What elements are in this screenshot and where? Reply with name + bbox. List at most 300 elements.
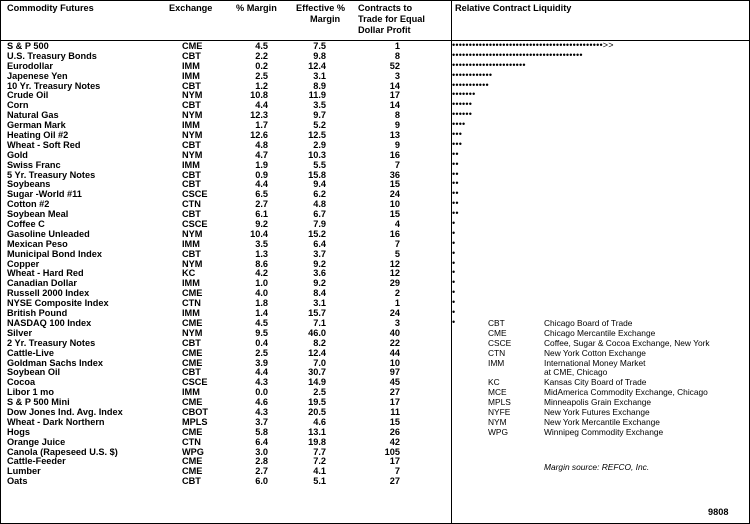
effective-margin-value: 13.1	[308, 426, 326, 437]
effective-margin-value: 3.6	[313, 268, 326, 279]
commodity-name: Soybeans	[7, 179, 51, 190]
effective-margin-value: 4.6	[313, 416, 326, 427]
effective-margin-value: 11.9	[308, 90, 326, 101]
commodity-name: Cotton #2	[7, 199, 50, 210]
margin-value: 12.6	[250, 130, 268, 141]
commodity-name: Oats	[7, 476, 28, 487]
effective-margin-value: 7.5	[313, 41, 326, 51]
margin-value: 4.3	[255, 406, 268, 417]
effective-margin-value: 7.1	[313, 317, 326, 328]
contracts-value: 52	[389, 60, 400, 71]
commodity-name: Cocoa	[7, 377, 36, 388]
exchange-code: NYM	[182, 327, 203, 338]
contracts-value: 12	[389, 258, 400, 269]
exchange-code: CBOT	[182, 406, 209, 417]
effective-margin-value: 15.2	[308, 228, 326, 239]
commodity-name: Soybean Meal	[7, 209, 69, 220]
legend-exchange-name: Winnipeg Commodity Exchange	[544, 426, 664, 437]
header-rule	[1, 40, 749, 41]
effective-margin-value: 9.2	[313, 258, 326, 269]
margin-value: 9.5	[255, 327, 268, 338]
commodity-name: Municipal Bond Index	[7, 248, 102, 259]
margin-value: 6.5	[255, 189, 268, 200]
contracts-value: 15	[389, 179, 400, 190]
header-margin: % Margin	[236, 3, 277, 13]
exchange-code: IMM	[182, 238, 200, 249]
margin-value: 4.5	[255, 317, 268, 328]
commodity-name: U.S. Treasury Bonds	[7, 50, 97, 61]
margin-value: 2.8	[255, 456, 268, 467]
effective-margin-value: 6.4	[313, 238, 326, 249]
commodity-name: Canadian Dollar	[7, 278, 77, 289]
liquidity-dots: •	[452, 299, 456, 308]
legend-exchange-name: Coffee, Sugar & Cocoa Exchange, New York	[544, 337, 710, 348]
exchange-code: CBT	[182, 80, 201, 91]
margin-value: 0.4	[255, 337, 268, 348]
contracts-value: 9	[394, 120, 400, 131]
exchange-code: MPLS	[182, 416, 208, 427]
table-row	[0, 151, 450, 161]
liquidity-dots: •	[452, 269, 456, 278]
exchange-code: CBT	[182, 100, 201, 111]
effective-margin-value: 3.1	[313, 70, 326, 81]
document-code: 9808	[708, 507, 729, 517]
table-row	[0, 82, 450, 92]
margin-value: 4.8	[255, 139, 268, 150]
margin-value: 4.0	[255, 288, 268, 299]
margin-value: 2.5	[255, 70, 268, 81]
exchange-code: NYM	[182, 130, 203, 141]
margin-value: 1.9	[255, 159, 268, 170]
exchange-code: CTN	[182, 298, 201, 309]
liquidity-dots: •	[452, 318, 456, 327]
liquidity-dots: •••	[452, 131, 463, 140]
liquidity-dots: •••••••••••••••••••••••••••••••••••••••••••••>>	[452, 42, 614, 50]
commodity-name: S & P 500 Mini	[7, 397, 70, 408]
liquidity-dots: •	[452, 309, 456, 318]
contracts-value: 7	[394, 238, 400, 249]
legend-abbreviation: NYFE	[488, 407, 511, 418]
effective-margin-value: 7.9	[313, 219, 326, 230]
commodity-name: Cattle-Live	[7, 347, 54, 358]
commodity-name: Wheat - Hard Red	[7, 268, 84, 279]
liquidity-dots: ••	[452, 190, 459, 199]
effective-margin-value: 15.7	[308, 308, 326, 319]
commodity-name: Hogs	[7, 426, 30, 437]
commodity-name: Wheat - Dark Northern	[7, 416, 105, 427]
commodity-table-body	[0, 42, 450, 487]
table-row	[0, 467, 450, 477]
commodity-name: Swiss Franc	[7, 159, 61, 170]
margin-value: 1.8	[255, 298, 268, 309]
legend-abbreviation: CBT	[488, 318, 505, 328]
margin-value: 1.3	[255, 248, 268, 259]
contracts-value: 17	[389, 90, 400, 101]
exchange-code: CBT	[182, 367, 201, 378]
contracts-value: 14	[389, 80, 400, 91]
commodity-name: British Pound	[7, 308, 68, 319]
margin-value: 4.5	[255, 41, 268, 51]
commodity-name: Cattle-Feeder	[7, 456, 66, 467]
commodity-name: Heating Oil #2	[7, 130, 69, 141]
margin-value: 3.7	[255, 416, 268, 427]
exchange-code: CSCE	[182, 189, 208, 200]
legend-abbreviation: NYM	[488, 416, 507, 427]
effective-margin-value: 4.1	[313, 466, 326, 477]
commodity-name: Mexican Peso	[7, 238, 68, 249]
effective-margin-value: 9.7	[313, 110, 326, 121]
margin-value: 2.5	[255, 347, 268, 358]
exchange-code: KC	[182, 268, 196, 279]
contracts-value: 44	[389, 347, 400, 358]
effective-margin-value: 5.2	[313, 120, 326, 131]
exchange-code: NYM	[182, 149, 203, 160]
effective-margin-value: 7.7	[313, 446, 326, 457]
legend-abbreviation: WPG	[488, 426, 509, 437]
liquidity-dots: •	[452, 239, 456, 248]
contracts-value: 16	[389, 149, 400, 160]
commodity-name: Coffee C	[7, 219, 45, 230]
commodity-name: Orange Juice	[7, 436, 66, 447]
exchange-code: NYM	[182, 110, 203, 121]
table-row	[0, 319, 450, 329]
liquidity-dots: •••	[452, 140, 463, 149]
exchange-code: IMM	[182, 278, 200, 289]
margin-value: 4.7	[255, 149, 268, 160]
commodity-name: Copper	[7, 258, 40, 269]
table-row	[0, 428, 450, 438]
exchange-code: CBT	[182, 337, 201, 348]
commodity-name: German Mark	[7, 120, 66, 131]
margin-value: 1.2	[255, 80, 268, 91]
exchange-legend	[488, 319, 746, 438]
margin-value: 10.4	[250, 228, 268, 239]
exchange-code: WPG	[182, 446, 204, 457]
margin-value: 3.5	[255, 238, 268, 249]
exchange-code: CBT	[182, 169, 201, 180]
exchange-code: CSCE	[182, 377, 208, 388]
effective-margin-value: 3.1	[313, 298, 326, 309]
table-row	[0, 91, 450, 101]
margin-value: 3.0	[255, 446, 268, 457]
margin-value: 4.3	[255, 377, 268, 388]
exchange-code: CME	[182, 357, 203, 368]
contracts-value: 97	[389, 367, 400, 378]
margin-value: 1.7	[255, 120, 268, 131]
header-exchange: Exchange	[169, 3, 213, 13]
effective-margin-value: 8.9	[313, 80, 326, 91]
table-row	[0, 111, 450, 121]
table-row	[0, 210, 450, 220]
contracts-value: 29	[389, 278, 400, 289]
liquidity-dots: •	[452, 229, 456, 238]
liquidity-dots: •	[452, 220, 456, 229]
commodity-name: S & P 500	[7, 41, 49, 51]
header-liquidity: Relative Contract Liquidity	[455, 3, 572, 13]
exchange-code: IMM	[182, 70, 200, 81]
legend-abbreviation: KC	[488, 377, 500, 388]
liquidity-dots	[452, 477, 748, 487]
margin-value: 2.2	[255, 50, 268, 61]
contracts-value: 11	[390, 406, 400, 417]
exchange-code: CTN	[182, 436, 201, 447]
effective-margin-value: 30.7	[308, 367, 326, 378]
effective-margin-value: 10.3	[308, 149, 326, 160]
legend-exchange-name: Minneapolis Grain Exchange	[544, 397, 652, 408]
commodity-name: Soybean Oil	[7, 367, 61, 378]
legend-exchange-name: Kansas City Board of Trade	[544, 377, 647, 388]
commodity-name: Libor 1 mo	[7, 387, 54, 398]
commodity-name: Crude Oil	[7, 90, 49, 101]
commodity-name: Japenese Yen	[7, 70, 68, 81]
exchange-code: NYM	[182, 90, 203, 101]
legend-exchange-name: Chicago Mercantile Exchange	[544, 327, 656, 338]
header-effective-margin: Effective % Margin	[296, 3, 346, 24]
exchange-code: CME	[182, 397, 203, 408]
table-row	[0, 250, 450, 260]
margin-value: 3.9	[255, 357, 268, 368]
effective-margin-value: 12.4	[308, 347, 326, 358]
commodity-name: 2 Yr. Treasury Notes	[7, 337, 96, 348]
effective-margin-value: 46.0	[308, 327, 326, 338]
commodity-name: Gasoline Unleaded	[7, 228, 90, 239]
legend-abbreviation: MPLS	[488, 397, 511, 408]
margin-value: 5.8	[255, 426, 268, 437]
effective-margin-value: 6.7	[313, 209, 326, 220]
exchange-code: CME	[182, 317, 203, 328]
liquidity-dots	[452, 438, 748, 448]
exchange-code: IMM	[182, 308, 200, 319]
exchange-code: CTN	[182, 199, 201, 210]
table-row	[0, 418, 450, 428]
contracts-value: 1	[394, 41, 400, 51]
contracts-value: 42	[389, 436, 400, 447]
exchange-code: IMM	[182, 60, 200, 71]
effective-margin-value: 12.5	[308, 130, 326, 141]
contracts-value: 36	[389, 169, 400, 180]
legend-exchange-name: New York Mercantile Exchange	[544, 416, 660, 427]
exchange-code: IMM	[182, 387, 200, 398]
effective-margin-value: 12.4	[308, 60, 326, 71]
exchange-code: CBT	[182, 248, 201, 259]
exchange-code: CBT	[182, 50, 201, 61]
effective-margin-value: 4.8	[313, 199, 326, 210]
contracts-value: 17	[389, 397, 400, 408]
liquidity-dots: •••••••••••••••••••••••••••••••••••••••	[452, 51, 583, 60]
effective-margin-value: 7.0	[313, 357, 326, 368]
effective-margin-value: 20.5	[308, 406, 326, 417]
commodity-name: Corn	[7, 100, 29, 111]
contracts-value: 10	[389, 199, 400, 210]
contracts-value: 16	[389, 228, 400, 239]
legend-entry	[488, 359, 746, 369]
commodity-name: Natural Gas	[7, 110, 59, 121]
commodity-name: Dow Jones Ind. Avg. Index	[7, 406, 123, 417]
exchange-code: IMM	[182, 159, 200, 170]
exchange-code: CSCE	[182, 219, 208, 230]
contracts-value: 27	[389, 476, 400, 487]
effective-margin-value: 15.8	[308, 169, 326, 180]
contracts-value: 14	[389, 100, 400, 111]
effective-margin-value: 3.5	[313, 100, 326, 111]
table-row	[0, 299, 450, 309]
contracts-value: 2	[394, 288, 400, 299]
commodity-name: 5 Yr. Treasury Notes	[7, 169, 96, 180]
exchange-code: CME	[182, 347, 203, 358]
liquidity-dots: •	[452, 279, 456, 288]
header-contracts: Contracts to Trade for Equal Dollar Profit	[358, 3, 425, 35]
table-row	[0, 339, 450, 349]
contracts-value: 10	[389, 357, 400, 368]
commodity-name: Eurodollar	[7, 60, 53, 71]
margin-value: 4.4	[255, 367, 268, 378]
contracts-value: 24	[389, 308, 400, 319]
contracts-value: 15	[389, 416, 400, 427]
contracts-value: 22	[389, 337, 400, 348]
exchange-code: CME	[182, 456, 203, 467]
table-row	[0, 457, 450, 467]
legend-abbreviation: CTN	[488, 347, 506, 358]
contracts-value: 8	[394, 110, 400, 121]
legend-exchange-name: New York Cotton Exchange	[544, 347, 646, 358]
contracts-value: 3	[394, 317, 400, 328]
legend-exchange-name: New York Futures Exchange	[544, 407, 650, 418]
legend-exchange-name: MidAmerica Commodity Exchange, Chicago	[544, 387, 708, 398]
contracts-value: 105	[384, 446, 400, 457]
contracts-value: 27	[389, 387, 400, 398]
margin-value: 2.7	[255, 199, 268, 210]
legend-exchange-name: Chicago Board of Trade	[544, 318, 633, 328]
contracts-value: 45	[389, 377, 400, 388]
margin-value: 9.2	[255, 219, 268, 230]
effective-margin-value: 5.5	[313, 159, 326, 170]
table-row	[0, 171, 450, 181]
contracts-value: 7	[394, 159, 400, 170]
exchange-code: CBT	[182, 209, 201, 220]
effective-margin-value: 3.7	[313, 248, 326, 259]
effective-margin-value: 8.2	[313, 337, 326, 348]
contracts-value: 24	[389, 189, 400, 200]
liquidity-dots: •	[452, 249, 456, 258]
liquidity-dots: ••••••••••••••••••••••	[452, 61, 526, 70]
effective-margin-value: 5.1	[313, 476, 326, 487]
effective-margin-value: 9.8	[313, 50, 326, 61]
contracts-value: 1	[394, 298, 400, 309]
table-row	[0, 368, 450, 378]
margin-value: 4.4	[255, 179, 268, 190]
contracts-value: 7	[394, 466, 400, 477]
effective-margin-value: 14.9	[308, 377, 326, 388]
contracts-value: 40	[389, 327, 400, 338]
margin-value: 4.4	[255, 100, 268, 111]
effective-margin-value: 9.4	[313, 179, 326, 190]
effective-margin-value: 19.5	[308, 397, 326, 408]
exchange-code: CBT	[182, 476, 201, 487]
contracts-value: 17	[389, 456, 400, 467]
commodity-name: NYSE Composite Index	[7, 298, 109, 309]
contracts-value: 9	[394, 139, 400, 150]
commodity-name: NASDAQ 100 Index	[7, 317, 92, 328]
commodity-name: Goldman Sachs Index	[7, 357, 103, 368]
margin-value: 6.1	[255, 209, 268, 220]
table-row	[0, 477, 450, 487]
liquidity-dots: ••••••	[452, 111, 473, 120]
commodity-name: Silver	[7, 327, 33, 338]
exchange-code: CBT	[182, 179, 201, 190]
liquidity-dots: ••	[452, 210, 459, 219]
margin-value: 4.2	[255, 268, 268, 279]
commodity-name: Lumber	[7, 466, 41, 477]
legend-abbreviation: CSCE	[488, 337, 512, 348]
liquidity-dots: ••••	[452, 121, 466, 130]
commodity-name: Canola (Rapeseed U.S. $)	[7, 446, 118, 457]
legend-abbreviation: MCE	[488, 387, 507, 398]
margin-value: 0.2	[255, 60, 268, 71]
liquidity-dots: •	[452, 289, 456, 298]
margin-value: 0.0	[255, 387, 268, 398]
contracts-value: 15	[389, 209, 400, 220]
table-row	[0, 141, 450, 151]
table-row	[0, 52, 450, 62]
margin-value: 8.6	[255, 258, 268, 269]
exchange-code: IMM	[182, 120, 200, 131]
margin-source-note: Margin source: REFCO, Inc.	[544, 462, 650, 472]
exchange-code: CBT	[182, 139, 201, 150]
exchange-code: CME	[182, 41, 203, 51]
commodity-name: Wheat - Soft Red	[7, 139, 81, 150]
effective-margin-value: 2.9	[313, 139, 326, 150]
contracts-value: 13	[389, 130, 400, 141]
contracts-value: 4	[394, 219, 400, 230]
effective-margin-value: 7.2	[313, 456, 326, 467]
contracts-value: 5	[394, 248, 400, 259]
margin-value: 6.4	[255, 436, 268, 447]
contracts-value: 12	[389, 268, 400, 279]
legend-entry	[488, 428, 746, 438]
liquidity-dots: •••••••	[452, 91, 476, 100]
effective-margin-value: 6.2	[313, 189, 326, 200]
contracts-value: 3	[394, 70, 400, 81]
liquidity-dots: ••	[452, 150, 459, 159]
legend-exchange-name: at CME, Chicago	[544, 367, 608, 378]
table-row	[0, 448, 450, 458]
margin-value: 2.7	[255, 466, 268, 477]
liquidity-dots: ••••••••••••	[452, 71, 493, 80]
margin-value: 1.4	[255, 308, 268, 319]
liquidity-dots: •••••••••••	[452, 81, 489, 90]
contracts-value: 8	[394, 50, 400, 61]
margin-value: 12.3	[250, 110, 268, 121]
commodity-name: 10 Yr. Treasury Notes	[7, 80, 101, 91]
margin-value: 4.6	[255, 397, 268, 408]
margin-value: 10.8	[250, 90, 268, 101]
table-row	[0, 101, 450, 111]
exchange-code: CME	[182, 426, 203, 437]
liquidity-dots: ••	[452, 170, 459, 179]
table-row	[0, 190, 450, 200]
contracts-value: 26	[389, 426, 400, 437]
header-commodity: Commodity Futures	[7, 3, 94, 13]
liquidity-dots: •	[452, 259, 456, 268]
legend-abbreviation: IMM	[488, 357, 505, 368]
effective-margin-value: 8.4	[313, 288, 326, 299]
legend-exchange-name: International Money Market	[544, 357, 646, 368]
margin-value: 6.0	[255, 476, 268, 487]
exchange-code: NYM	[182, 258, 203, 269]
commodity-name: Gold	[7, 149, 28, 160]
effective-margin-value: 9.2	[313, 278, 326, 289]
table-row	[0, 359, 450, 369]
